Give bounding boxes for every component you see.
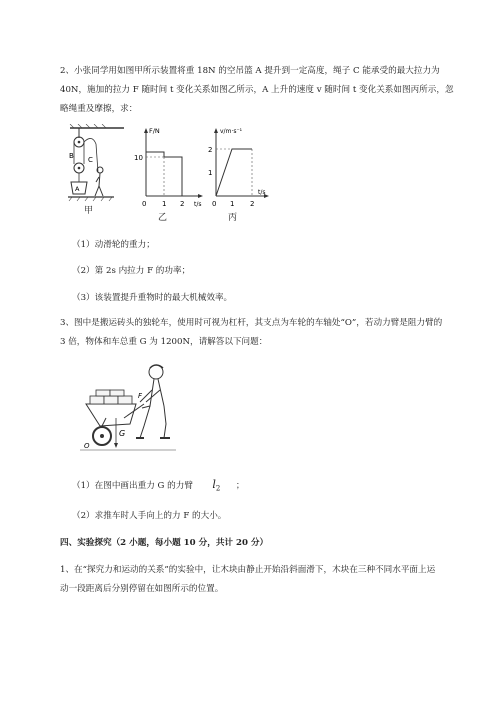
q2-sub-2: （2）第 2s 内拉力 F 的功率；	[72, 266, 191, 276]
caption-jia: 甲	[84, 206, 94, 216]
yi-xtick-0: 0	[142, 200, 147, 208]
q2-sub-3: （3）该装置提升重物时的最大机械效率。	[72, 293, 233, 303]
q2-line-1: 2、小张同学用如图甲所示装置将重 18N 的空吊篮 A 提升到一定高度，绳子 C 能承受的最大拉力为	[60, 66, 440, 76]
bing-ytick-1: 1	[208, 169, 213, 177]
yi-ytick-10: 10	[134, 154, 143, 162]
label-a: A	[75, 185, 80, 193]
yi-xtick-2: 2	[180, 200, 185, 208]
lever-arm-subscript: 2	[215, 484, 221, 493]
bing-xtick-1: 1	[230, 200, 235, 208]
caption-bing: 丙	[228, 213, 238, 223]
label-g: G	[119, 429, 126, 438]
bing-ytick-2: 2	[208, 146, 213, 154]
q2-line-2: 40N，施加的拉力 F 随时间 t 变化关系如图乙所示，A 上升的速度 v 随时间 t 变化关系如图丙所示，忽	[60, 85, 454, 95]
q3-sub-2: （2）求推车时人手向上的力 F 的大小。	[72, 511, 227, 521]
q4-line-1: 1、在“探究力和运动的关系”的实验中，让木块由静止开始沿斜面滑下，木块在三种不同水平面上运	[60, 565, 436, 575]
q3-sub-1	[72, 475, 244, 499]
q2-sub-1: （1）动滑轮的重力；	[72, 240, 155, 250]
q2-line-3: 略绳重及摩擦，求：	[60, 104, 138, 114]
wheelbarrow-figure	[80, 360, 190, 460]
pulley-figure	[68, 124, 128, 216]
yi-xtick-1: 1	[162, 200, 167, 208]
section-4-title: 四、实验探究（2 小题，每小题 10 分，共计 20 分）	[60, 538, 269, 548]
label-o: O	[84, 442, 90, 450]
bing-ylabel: v/m·s⁻¹	[220, 128, 243, 135]
bing-xtick-2: 2	[250, 200, 255, 208]
yi-xlabel: t/s	[194, 201, 202, 208]
label-c: C	[88, 156, 93, 164]
force-time-graph	[134, 124, 206, 210]
bing-xtick-0: 0	[212, 200, 217, 208]
q3-sub-1-text: （1）在图中画出重力 G 的力臂	[72, 481, 193, 491]
bing-xlabel: t/s	[258, 189, 266, 196]
yi-ylabel: F/N	[149, 127, 160, 135]
q3-line-2: 3 倍，物体和车总重 G 为 1200N，请解答以下问题：	[60, 337, 268, 347]
velocity-time-graph	[202, 124, 274, 210]
q4-line-2: 动一段距离后分别停留在如图所示的位置。	[60, 584, 224, 594]
label-b: B	[69, 152, 74, 160]
caption-yi: 乙	[158, 213, 168, 223]
label-f: F	[138, 392, 143, 400]
lever-arm-symbol: l	[212, 478, 216, 491]
q3-line-1: 3、图中是搬运砖头的独轮车，使用时可视为杠杆，其支点为车轮的车轴处“O”，若动力臂是阻力臂的	[60, 318, 443, 328]
q3-sub-1-end: ；	[235, 481, 245, 491]
